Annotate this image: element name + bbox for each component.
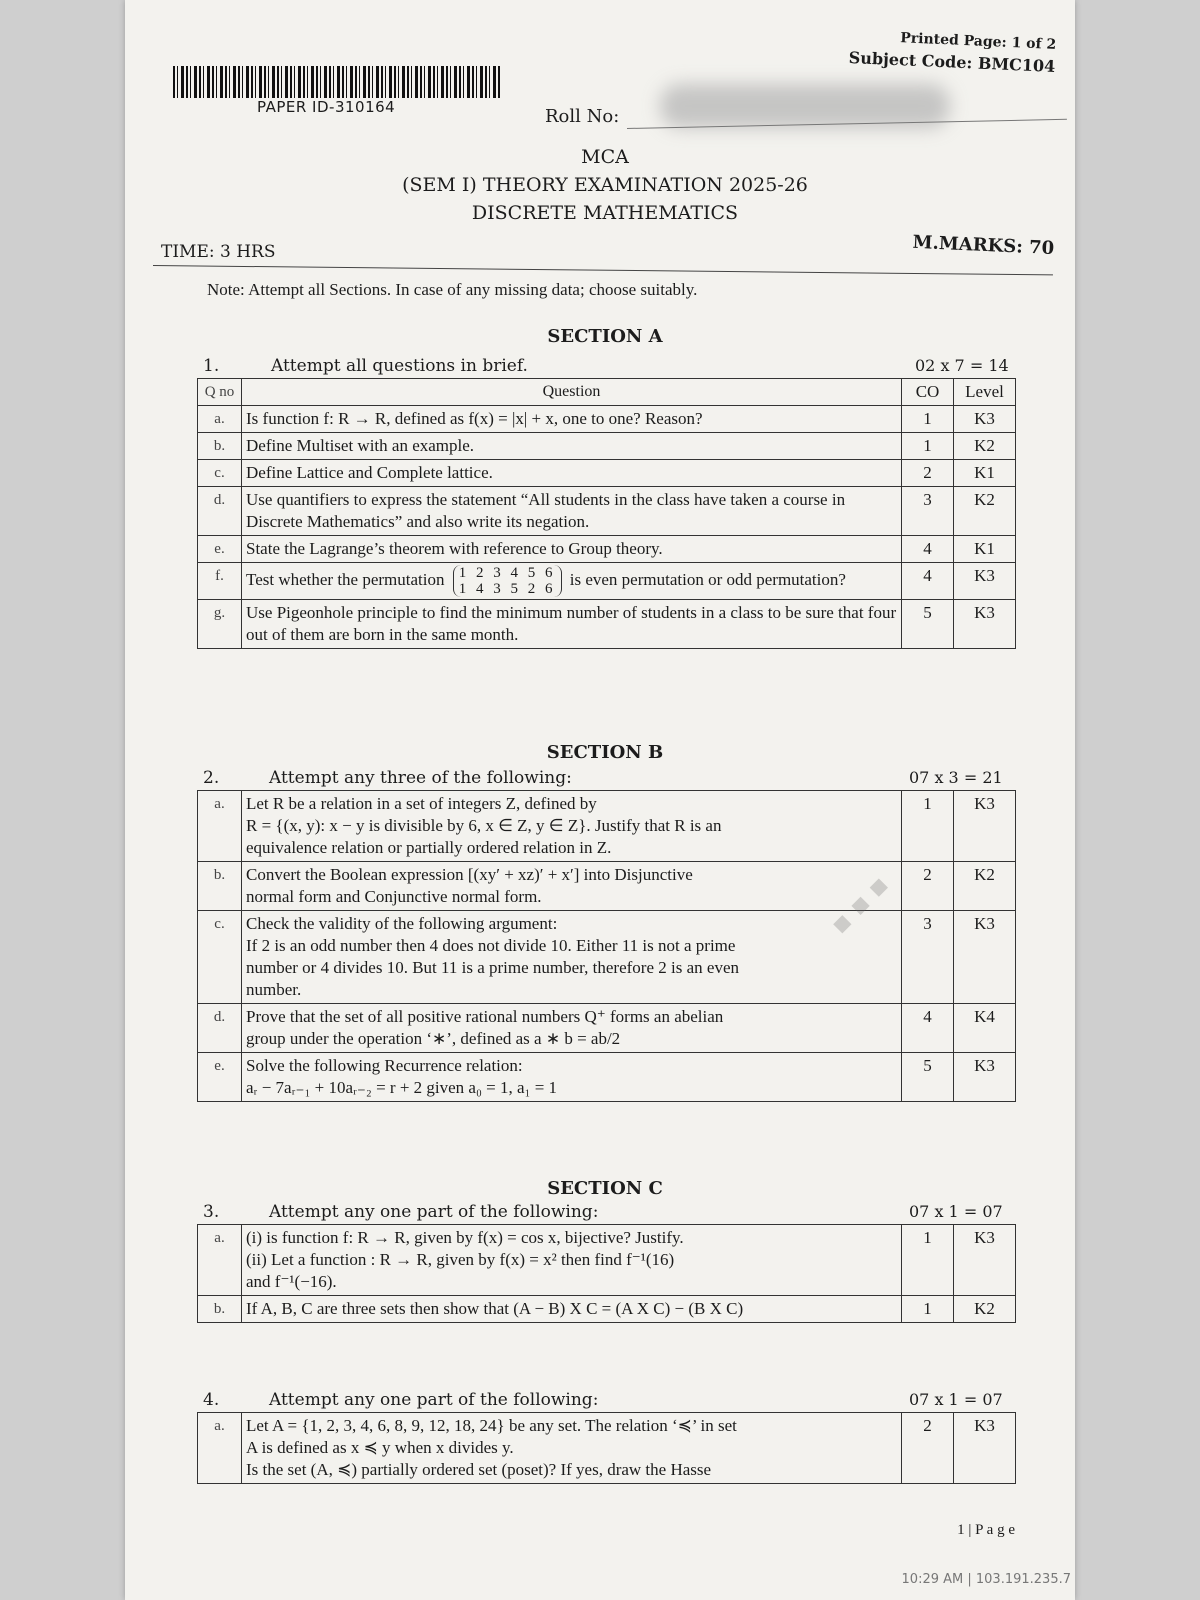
q4-number: 4. bbox=[203, 1390, 220, 1410]
row-question bbox=[242, 911, 902, 1004]
q3-number: 3. bbox=[203, 1202, 220, 1222]
section-c-q4-table bbox=[197, 1412, 1016, 1484]
row-co: 1 bbox=[902, 1225, 954, 1296]
row-question: Is function f: R → R, defined as f(x) = |x| + x, one to one? Reason? bbox=[242, 406, 902, 433]
question-line: Let A = {1, 2, 3, 4, 6, 8, 9, 12, 18, 24} be any set. The relation ‘≼’ in set bbox=[246, 1416, 737, 1435]
row-level: K1 bbox=[954, 460, 1016, 487]
table-row bbox=[198, 563, 1016, 600]
row-no: b. bbox=[198, 433, 242, 460]
row-no: d. bbox=[198, 1004, 242, 1053]
row-no: a. bbox=[198, 1225, 242, 1296]
question-line: (ii) Let a function : R → R, given by f(x) = x² then find f⁻¹(16) bbox=[246, 1250, 675, 1269]
row-co: 4 bbox=[902, 536, 954, 563]
row-question bbox=[242, 1296, 902, 1323]
row-co: 4 bbox=[902, 1004, 954, 1053]
subject-code: Subject Code: BMC104 bbox=[848, 47, 1056, 76]
row-level: K3 bbox=[954, 1413, 1016, 1484]
row-co: 1 bbox=[902, 406, 954, 433]
subject-title: DISCRETE MATHEMATICS bbox=[471, 202, 739, 224]
table-row bbox=[198, 433, 1016, 460]
table-row bbox=[198, 600, 1016, 649]
col-question: Question bbox=[242, 379, 902, 406]
question-line: equivalence relation or partially ordered relation in Z. bbox=[246, 838, 612, 857]
table-row bbox=[198, 911, 1016, 1004]
question-line: A is defined as x ≼ y when x divides y. bbox=[246, 1438, 514, 1457]
question-line: R = {(x, y): x − y is divisible by 6, x ∈ Z, y ∈ Z}. Justify that R is an bbox=[246, 816, 722, 835]
question-line: Let R be a relation in a set of integers Z, defined by bbox=[246, 794, 597, 813]
row-level: K3 bbox=[954, 406, 1016, 433]
row-question: Use quantifiers to express the statement “All students in the class have taken a course in Discrete Mathematics” and also write its negation. bbox=[242, 487, 902, 536]
row-level: K2 bbox=[954, 487, 1016, 536]
exam-paper bbox=[125, 0, 1075, 1600]
table-row bbox=[198, 487, 1016, 536]
row-co: 5 bbox=[902, 600, 954, 649]
q4-instruction: Attempt any one part of the following: bbox=[269, 1390, 599, 1410]
row-level: K2 bbox=[954, 862, 1016, 911]
table-row bbox=[198, 536, 1016, 563]
section-a-table bbox=[197, 378, 1016, 649]
page-number: 1 | P a g e bbox=[957, 1522, 1015, 1538]
row-co: 3 bbox=[902, 911, 954, 1004]
time-allowed: TIME: 3 HRS bbox=[161, 242, 276, 262]
table-row bbox=[198, 1053, 1016, 1102]
question-line: If 2 is an odd number then 4 does not divide 10. Either 11 is not a prime bbox=[246, 936, 736, 955]
q2-number: 2. bbox=[203, 768, 220, 788]
table-header-row bbox=[198, 379, 1016, 406]
q3-instruction: Attempt any one part of the following: bbox=[269, 1202, 599, 1222]
section-c-title: SECTION C bbox=[547, 1178, 663, 1199]
q1-marks: 02 x 7 = 14 bbox=[915, 356, 1009, 375]
table-row bbox=[198, 1296, 1016, 1323]
col-qno: Q no bbox=[198, 379, 242, 406]
row-co: 1 bbox=[902, 1296, 954, 1323]
watermark: ▪ ▪ ▪ bbox=[824, 869, 895, 941]
row-no: e. bbox=[198, 536, 242, 563]
question-line: normal form and Conjunctive normal form. bbox=[246, 887, 542, 906]
perm-bottom-row: 1 4 3 5 2 6 bbox=[458, 581, 556, 597]
section-b-title: SECTION B bbox=[546, 742, 664, 763]
row-no: b. bbox=[198, 1296, 242, 1323]
question-line: (i) is function f: R → R, given by f(x) = cos x, bijective? Justify. bbox=[246, 1228, 684, 1247]
row-no: g. bbox=[198, 600, 242, 649]
printed-page-info bbox=[849, 25, 1057, 78]
header-divider bbox=[153, 265, 1053, 275]
question-line: If A, B, C are three sets then show that (A − B) X C = (A X C) − (B X C) bbox=[246, 1299, 744, 1318]
barcode bbox=[173, 66, 501, 98]
printed-page: Printed Page: 1 of 2 bbox=[900, 30, 1057, 53]
row-co: 2 bbox=[902, 1413, 954, 1484]
question-line: aᵣ − 7aᵣ₋₁ + 10aᵣ₋₂ = r + 2 given a₀ = 1, a₁ = 1 bbox=[246, 1078, 558, 1097]
question-line: group under the operation ‘∗’, defined as a ∗ b = ab/2 bbox=[246, 1029, 621, 1048]
row-question bbox=[242, 1225, 902, 1296]
row-no: f. bbox=[198, 563, 242, 600]
footer-stamp: 10:29 AM | 103.191.235.7 bbox=[901, 1572, 1071, 1587]
table-row bbox=[198, 406, 1016, 433]
row-co: 5 bbox=[902, 1053, 954, 1102]
section-a-title: SECTION A bbox=[547, 326, 663, 347]
row-no: c. bbox=[198, 460, 242, 487]
q1-instruction: Attempt all questions in brief. bbox=[271, 356, 528, 376]
q2-instruction: Attempt any three of the following: bbox=[269, 768, 572, 788]
question-line: Check the validity of the following argument: bbox=[246, 914, 558, 933]
row-no: c. bbox=[198, 911, 242, 1004]
table-row bbox=[198, 1004, 1016, 1053]
q3-marks: 07 x 1 = 07 bbox=[909, 1202, 1003, 1221]
table-row bbox=[198, 862, 1016, 911]
row-level: K3 bbox=[954, 911, 1016, 1004]
row-no: e. bbox=[198, 1053, 242, 1102]
row-level: K1 bbox=[954, 536, 1016, 563]
max-marks: M.MARKS: 70 bbox=[912, 231, 1055, 259]
row-co: 2 bbox=[902, 862, 954, 911]
row-co: 1 bbox=[902, 433, 954, 460]
row-question: Use Pigeonhole principle to find the minimum number of students in a class to be sure that four out of them are born in the same month. bbox=[242, 600, 902, 649]
row-question bbox=[242, 862, 902, 911]
table-row bbox=[198, 1413, 1016, 1484]
row-level: K2 bbox=[954, 433, 1016, 460]
question-line: number or 4 divides 10. But 11 is a prime number, therefore 2 is an even bbox=[246, 958, 739, 977]
row-level: K3 bbox=[954, 1225, 1016, 1296]
row-level: K3 bbox=[954, 563, 1016, 600]
row-question bbox=[242, 791, 902, 862]
permutation-matrix bbox=[453, 565, 562, 597]
section-b-table bbox=[197, 790, 1016, 1102]
perm-text-pre: Test whether the permutation bbox=[246, 569, 445, 589]
row-question: Define Lattice and Complete lattice. bbox=[242, 460, 902, 487]
row-level: K3 bbox=[954, 600, 1016, 649]
row-no: a. bbox=[198, 791, 242, 862]
table-row bbox=[198, 460, 1016, 487]
row-no: d. bbox=[198, 487, 242, 536]
row-question bbox=[242, 1053, 902, 1102]
question-line: and f⁻¹(−16). bbox=[246, 1272, 337, 1291]
row-level: K3 bbox=[954, 1053, 1016, 1102]
row-level: K4 bbox=[954, 1004, 1016, 1053]
question-line: number. bbox=[246, 980, 302, 999]
row-co: 1 bbox=[902, 791, 954, 862]
q1-number: 1. bbox=[203, 356, 220, 376]
perm-top-row: 1 2 3 4 5 6 bbox=[458, 565, 556, 581]
table-row bbox=[198, 1225, 1016, 1296]
exam-title: (SEM I) THEORY EXAMINATION 2025-26 bbox=[402, 174, 808, 196]
row-question: State the Lagrange’s theorem with reference to Group theory. bbox=[242, 536, 902, 563]
section-c-q3-table bbox=[197, 1224, 1016, 1323]
row-co: 2 bbox=[902, 460, 954, 487]
q2-marks: 07 x 3 = 21 bbox=[909, 768, 1003, 787]
table-row bbox=[198, 791, 1016, 862]
row-question: Define Multiset with an example. bbox=[242, 433, 902, 460]
col-level: Level bbox=[954, 379, 1016, 406]
row-co: 4 bbox=[902, 563, 954, 600]
roll-no-label: Roll No: bbox=[545, 106, 620, 127]
row-no: a. bbox=[198, 406, 242, 433]
paper-id: PAPER ID-310164 bbox=[257, 98, 396, 116]
row-question bbox=[242, 563, 902, 600]
question-line: Solve the following Recurrence relation: bbox=[246, 1056, 523, 1075]
row-level: K3 bbox=[954, 791, 1016, 862]
row-question bbox=[242, 1413, 902, 1484]
question-line: Is the set (A, ≼) partially ordered set (poset)? If yes, draw the Hasse bbox=[246, 1460, 712, 1479]
row-question bbox=[242, 1004, 902, 1053]
question-line: Convert the Boolean expression [(xy′ + xz)′ + x′] into Disjunctive bbox=[246, 865, 693, 884]
course-title: MCA bbox=[581, 146, 629, 168]
perm-text-post: is even permutation or odd permutation? bbox=[569, 569, 846, 589]
question-line: Prove that the set of all positive rational numbers Q⁺ forms an abelian bbox=[246, 1007, 724, 1026]
row-no: a. bbox=[198, 1413, 242, 1484]
row-co: 3 bbox=[902, 487, 954, 536]
col-co: CO bbox=[902, 379, 954, 406]
row-no: b. bbox=[198, 862, 242, 911]
q4-marks: 07 x 1 = 07 bbox=[909, 1390, 1003, 1409]
exam-note: Note: Attempt all Sections. In case of any missing data; choose suitably. bbox=[207, 280, 698, 299]
row-level: K2 bbox=[954, 1296, 1016, 1323]
